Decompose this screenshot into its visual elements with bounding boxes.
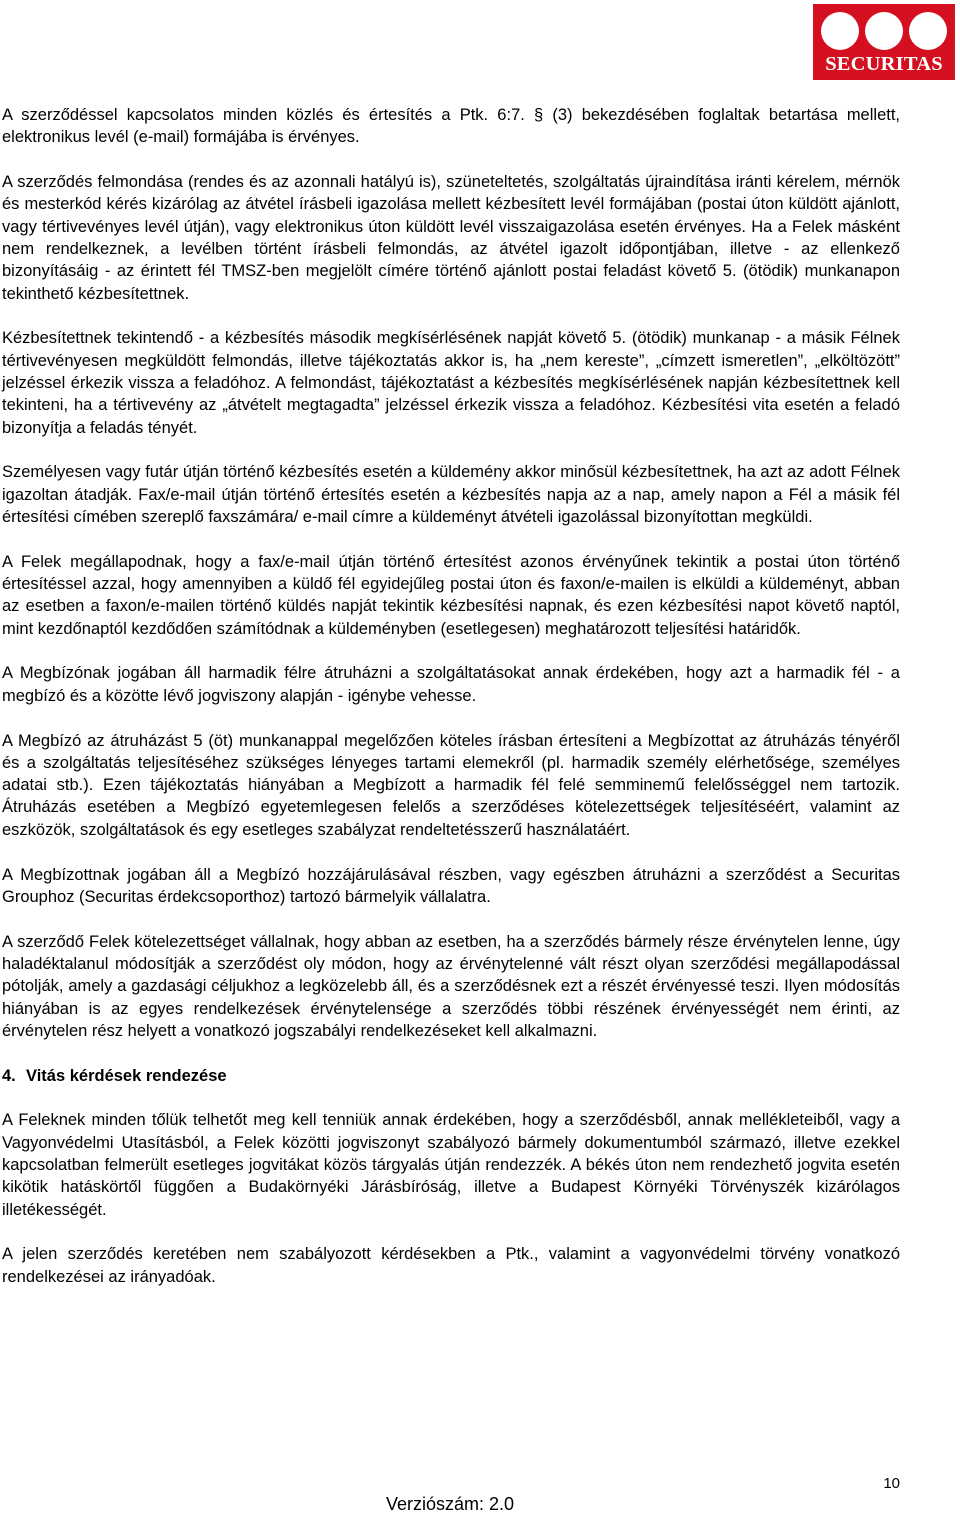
paragraph: A jelen szerződés keretében nem szabályozott kérdésekben a Ptk., valamint a vagyonvédelmi törvény vonatkozó rendelkezései az irányadóak. [2,1245,900,1286]
logo-dots [813,12,955,50]
paragraph: A szerződő Felek kötelezettséget vállalnak, hogy abban az esetben, ha a szerződés bármely része érvénytelen lenne, úgy haladéktalanul módosítják a szerződést oly módon, hogy az érvénytelenné vált részt olyan szerződési megállapodással pótolják, amely a gazdasági céljukhoz a legközelebb áll, és a szerződésnek ezt a részét érvényessé teszi. Ilyen módosítás hiányában is az egyes rendelkezések érvénytelensége a szerződés többi részének érvényességét nem érinti, az érvénytelen rész helyett a vonatkozó jogszabályi rendelkezéseket kell alkalmazni. [2,932,900,1040]
paragraph: A szerződés felmondása (rendes és az azonnali hatályú is), szüneteltetés, szolgáltatás újraindítása iránti kérelem, mérnök és mesterkód kérés kizárólag az átvétel írásbeli igazolása mellett kézbesített levél formájában (postai úton küldött ajánlott, vagy tértivevényes levél útján), vagy elektronikus úton küldött levél visszaigazolása esetén érvényes. Ha a Felek másként nem rendelkeznek, a levélben történt írásbeli felmondás, az átvétel igazolt időpontjában, illetve - az ellenkező bizonyításáig - az érintett fél TMSZ-ben megjelölt címére történő ajánlott postai feladást követő 5. (ötödik) munkanapon tekinthető kézbesítettnek. [2,173,900,303]
page-number: 10 [883,1475,900,1492]
section-number: 4. [2,1066,16,1085]
section-title: Vitás kérdések rendezése [26,1066,227,1085]
paragraph: A Megbízó az átruházást 5 (öt) munkanappal megelőzően köteles írásban értesíteni a Megbízottat az átruházás tényéről és a szolgáltatás teljesítéséhez szükséges lényeges tartami elemekről (pl. harmadik személy elérhetősége, személyes adatai stb.). Ezen tájékoztatás hiányában a Megbízott a harmadik fél felé semminemű felelősséggel nem tartozik. Átruházás esetében a Megbízó egyetemlegesen felelős a szerződéses kötelezettségek teljesítéséért, valamint az eszközök, szolgáltatások és egy esetleges szabályzat rendeltetésszerű használatáért. [2,731,900,839]
logo-dot [909,12,947,50]
paragraph: Kézbesítettnek tekintendő - a kézbesítés második megkísérlésének napját követő 5. (ötödik) munkanap - a másik Félnek tértivevényesen megküldött felmondás, illetve tájékoztatás akkor is, ha „nem kereste”, „címzett ismeretlen”, „elköltözött” jelzéssel érkezik vissza a feladóhoz. A felmondást, tájékoztatást a kézbesítés megkísérlésének napján kézbesítettnek kell tekinteni, ha a tértivevény az „átvételt megtagadta” jelzéssel érkezik vissza a feladóhoz. Kézbesítési vita esetén a feladó bizonyítja a feladás tényét. [2,329,900,437]
logo-dot [865,12,903,50]
paragraph: A Megbízónak jogában áll harmadik félre átruházni a szolgáltatásokat annak érdekében, hogy azt a harmadik fél - a megbízó és a közötte lévő jogviszony alapján - igénybe vehesse. [2,664,900,705]
securitas-logo [813,4,955,80]
paragraph: A Feleknek minden tőlük telhetőt meg kell tenniük annak érdekében, hogy a szerződésből, annak mellékleteiből, vagy a Vagyonvédelmi Utasításból, a Felek közötti jogviszonyt szabályozó bármely dokumentumból származó, illetve ezekkel kapcsolatban felmerült esetleges jogvitákat közös tárgyalás útján rendezzék. A békés úton nem rendezhető jogvita esetén kikötik hatáskörtől függően a Budakörnyéki Járásbíróság, illetve a Budapest Környéki Törvényszék kizárólagos illetékességét. [2,1111,900,1219]
logo-dot [821,12,859,50]
document-body [2,104,900,1310]
section-heading [2,1065,900,1087]
paragraph: A Felek megállapodnak, hogy a fax/e-mail útján történő értesítést azonos érvényűnek tekintik a postai úton történő értesítéssel azzal, hogy amennyiben a küldő fél egyidejűleg postai úton és faxon/e-mailen is elküldi a küldeményt, abban az esetben a faxon/e-mailen történő küldés napját tekintik kézbesítési napnak, és ezen kézbesítési napot követő naptól, mint kezdőnaptól kezdődően számítódnak a küldeményben (esetlegesen) meghatározott teljesítési határidők. [2,552,900,638]
paragraph: A szerződéssel kapcsolatos minden közlés és értesítés a Ptk. 6:7. § (3) bekezdésében foglaltak betartása mellett, elektronikus levél (e-mail) formájába is érvényes. [2,106,900,147]
paragraph: Személyesen vagy futár útján történő kézbesítés esetén a küldemény akkor minősül kézbesítettnek, ha azt az adott Félnek igazoltan átadják. Fax/e-mail útján történő értesítés esetén a kézbesítés napja az a nap, amely napon a Fél a másik fél értesítési címében szereplő faxszámára/ e-mail címre a küldeményt átvételi igazolással bizonyítottan megküldi. [2,463,900,526]
logo-wordmark: SECURITAS [825,53,943,75]
version-footer: Verziószám: 2.0 [385,1494,515,1514]
paragraph: A Megbízottnak jogában áll a Megbízó hozzájárulásával részben, vagy egészben átruházni a szerződést a Securitas Grouphoz (Securitas érdekcsoporthoz) tartozó bármelyik vállalatra. [2,865,900,906]
